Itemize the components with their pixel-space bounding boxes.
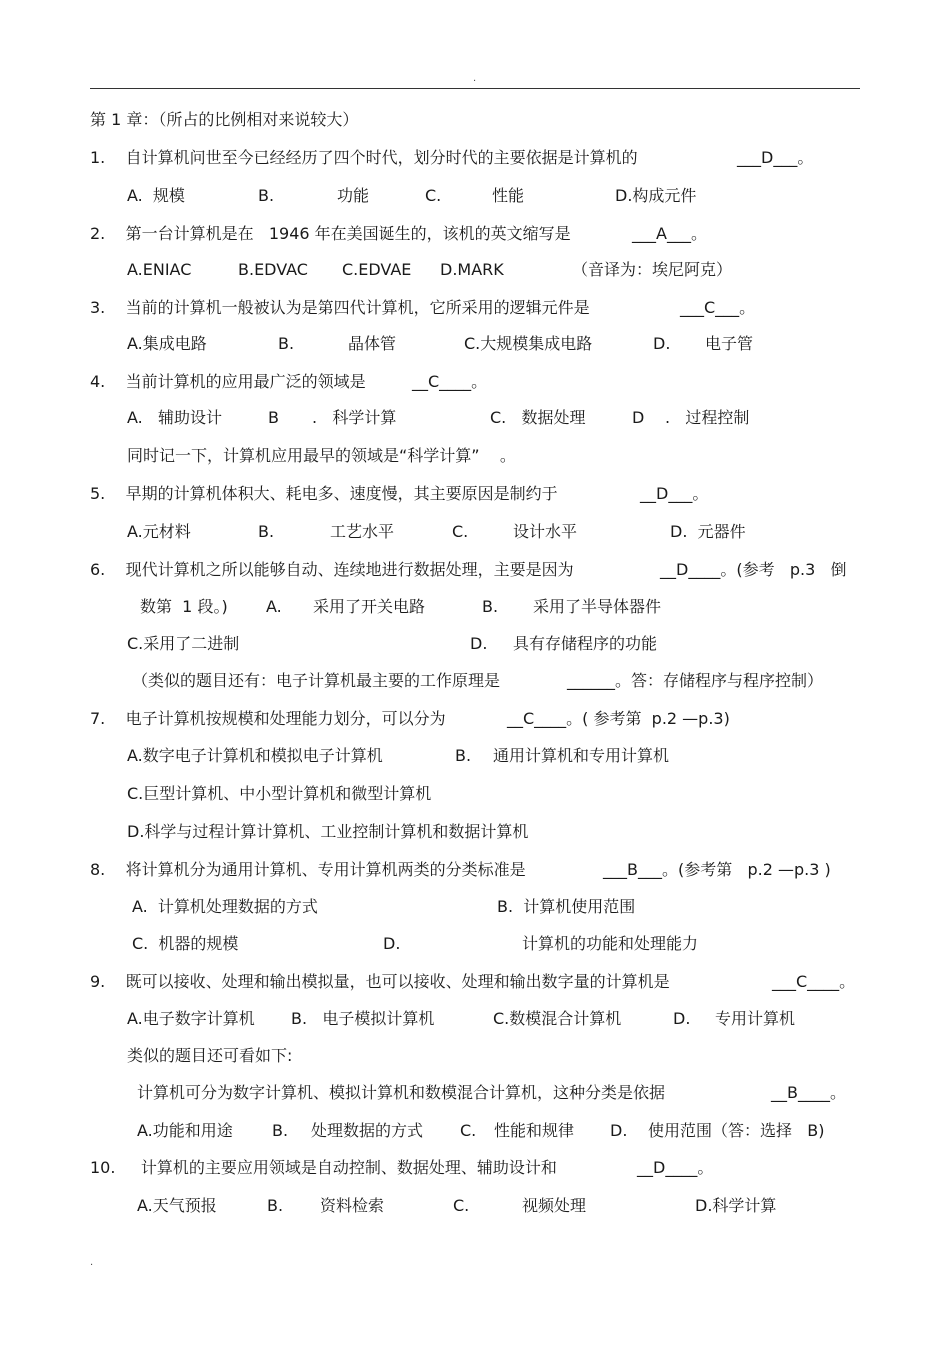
text-line: 功能 bbox=[337, 186, 370, 205]
text-line: A.ENIAC bbox=[127, 260, 192, 279]
text-line: B. bbox=[258, 186, 275, 205]
text-line: 1. 自计算机问世至今已经经历了四个时代，划分时代的主要依据是计算机的 bbox=[90, 148, 638, 167]
text-line: ______。答：存储程序与程序控制） bbox=[567, 671, 824, 690]
text-line: B bbox=[268, 408, 279, 427]
text-line: C.采用了二进制 bbox=[127, 634, 240, 653]
text-line: C. 机器的规模 bbox=[132, 934, 239, 953]
text-line: 9. 既可以接收、处理和输出模拟量，也可以接收、处理和输出数字量的计算机是 bbox=[90, 972, 670, 991]
text-line: C. bbox=[425, 186, 442, 205]
text-line: 数第 1 段。) bbox=[140, 597, 228, 616]
text-line: B. bbox=[272, 1121, 289, 1140]
text-line: 6. 现代计算机之所以能够自动、连续地进行数据处理，主要是因为 bbox=[90, 560, 574, 579]
text-line: D.MARK bbox=[440, 260, 504, 279]
text-line: 8. 将计算机分为通用计算机、专用计算机两类的分类标准是 bbox=[90, 860, 526, 879]
text-line: ___C___。 bbox=[680, 298, 756, 317]
text-line: D. bbox=[470, 634, 488, 653]
text-line: D. 元器件 bbox=[670, 522, 746, 541]
text-line: 计算机可分为数字计算机、模拟计算机和数模混合计算机，这种分类是依据 bbox=[137, 1083, 666, 1102]
text-line: D bbox=[632, 408, 645, 427]
text-line: 处理数据的方式 bbox=[311, 1121, 424, 1140]
text-line: C. bbox=[460, 1121, 477, 1140]
text-line: D.科学计算 bbox=[695, 1196, 777, 1215]
text-line: 工艺水平 bbox=[330, 522, 395, 541]
text-line: 类似的题目还可看如下: bbox=[127, 1046, 293, 1065]
text-line: ___C____。 bbox=[772, 972, 856, 991]
text-line: D. bbox=[383, 934, 401, 953]
text-line: A.天气预报 bbox=[137, 1196, 217, 1215]
text-line: C.巨型计算机、中小型计算机和微型计算机 bbox=[127, 784, 432, 803]
text-line: C. 数据处理 bbox=[490, 408, 586, 427]
text-line: C. bbox=[453, 1196, 470, 1215]
text-line: C.EDVAE bbox=[342, 260, 412, 279]
text-line: 设计水平 bbox=[513, 522, 578, 541]
text-line: __D____。(参考 p.3 倒 bbox=[660, 560, 847, 579]
text-line: 采用了半导体器件 bbox=[533, 597, 662, 616]
text-line: 资料检索 bbox=[320, 1196, 385, 1215]
text-line: A.元材料 bbox=[127, 522, 191, 541]
text-line: 视频处理 bbox=[522, 1196, 587, 1215]
text-line: 采用了开关电路 bbox=[313, 597, 426, 616]
text-line: C.数模混合计算机 bbox=[493, 1009, 622, 1028]
text-line: B. bbox=[267, 1196, 284, 1215]
text-line: A.集成电路 bbox=[127, 334, 207, 353]
text-line: A. 计算机处理数据的方式 bbox=[132, 897, 318, 916]
header-dot: . bbox=[473, 73, 477, 84]
text-line: D. bbox=[653, 334, 671, 353]
text-line: __C____。( 参考第 p.2 —p.3) bbox=[507, 709, 730, 728]
text-line: ___A___。 bbox=[632, 224, 707, 243]
text-line: 10. 计算机的主要应用领域是自动控制、数据处理、辅助设计和 bbox=[90, 1158, 557, 1177]
text-line: B. bbox=[258, 522, 275, 541]
text-line: 同时记一下，计算机应用最早的领域是“科学计算” 。 bbox=[127, 446, 516, 465]
text-line: . 科学计算 bbox=[312, 408, 397, 427]
text-line: 性能 bbox=[492, 186, 525, 205]
text-line: A.电子数字计算机 bbox=[127, 1009, 255, 1028]
text-line: __B____。 bbox=[771, 1083, 846, 1102]
text-line: D. bbox=[673, 1009, 691, 1028]
text-line: B. 电子模拟计算机 bbox=[291, 1009, 435, 1028]
footer-dot: . bbox=[90, 1257, 94, 1268]
text-line: __D___。 bbox=[640, 484, 709, 503]
text-line: 第 1 章：（所占的比例相对来说较大） bbox=[90, 110, 359, 129]
text-line: ___D___。 bbox=[737, 148, 814, 167]
text-line: D.构成元件 bbox=[615, 186, 697, 205]
text-line: 晶体管 bbox=[348, 334, 397, 353]
text-line: 4. 当前计算机的应用最广泛的领域是 bbox=[90, 372, 366, 391]
text-line: . 过程控制 bbox=[665, 408, 750, 427]
text-line: __D____。 bbox=[637, 1158, 714, 1177]
text-line: 电子管 bbox=[705, 334, 754, 353]
text-line: A. 辅助设计 bbox=[127, 408, 223, 427]
text-line: __C____。 bbox=[412, 372, 488, 391]
text-line: 专用计算机 bbox=[715, 1009, 796, 1028]
text-line: A.功能和用途 bbox=[137, 1121, 233, 1140]
text-line: ___B___。(参考第 p.2 —p.3 ) bbox=[603, 860, 831, 879]
text-line: D. bbox=[610, 1121, 628, 1140]
text-line: B.EDVAC bbox=[238, 260, 308, 279]
text-line: 5. 早期的计算机体积大、耗电多、速度慢，其主要原因是制约于 bbox=[90, 484, 558, 503]
header-rule bbox=[90, 88, 860, 89]
text-line: B. 计算机使用范围 bbox=[497, 897, 636, 916]
text-line: 3. 当前的计算机一般被认为是第四代计算机，它所采用的逻辑元件是 bbox=[90, 298, 590, 317]
text-line: B. bbox=[278, 334, 295, 353]
text-line: （音译为：埃尼阿克） bbox=[572, 260, 733, 279]
text-line: D.科学与过程计算计算机、工业控制计算机和数据计算机 bbox=[127, 822, 529, 841]
text-line: 性能和规律 bbox=[494, 1121, 575, 1140]
text-line: （类似的题目还有：电子计算机最主要的工作原理是 bbox=[132, 671, 501, 690]
text-line: C. bbox=[452, 522, 469, 541]
text-line: B. bbox=[455, 746, 472, 765]
text-line: A. 规模 bbox=[127, 186, 185, 205]
text-line: 使用范围（答：选择 B) bbox=[648, 1121, 825, 1140]
text-line: B. bbox=[482, 597, 499, 616]
text-line: A.数字电子计算机和模拟电子计算机 bbox=[127, 746, 383, 765]
text-line: C.大规模集成电路 bbox=[464, 334, 593, 353]
text-line: 具有存储程序的功能 bbox=[513, 634, 658, 653]
text-line: 计算机的功能和处理能力 bbox=[522, 934, 699, 953]
text-line: 通用计算机和专用计算机 bbox=[493, 746, 670, 765]
text-line: 2. 第一台计算机是在 1946 年在美国诞生的，该机的英文缩写是 bbox=[90, 224, 571, 243]
text-line: 7. 电子计算机按规模和处理能力划分，可以分为 bbox=[90, 709, 446, 728]
text-line: A. bbox=[266, 597, 282, 616]
